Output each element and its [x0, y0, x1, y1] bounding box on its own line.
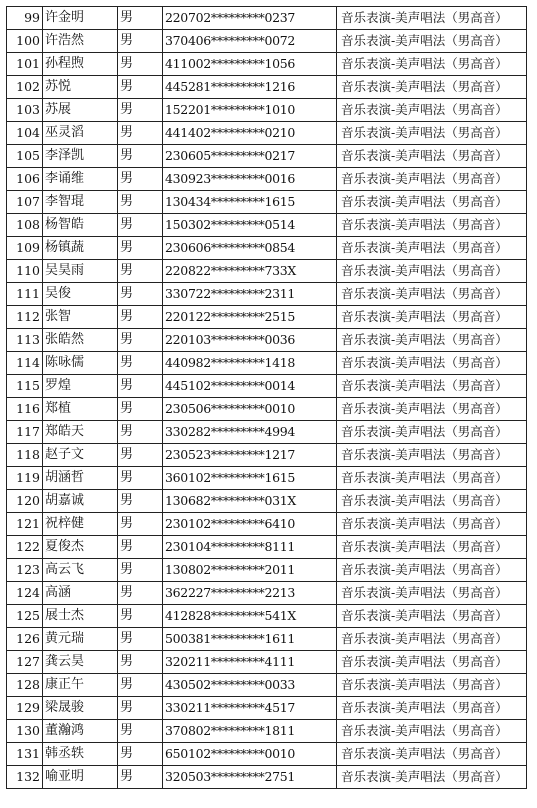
student-name: 黄元瑞	[43, 628, 118, 651]
id-number: 445102*********0014	[163, 375, 337, 398]
row-number: 113	[7, 329, 43, 352]
id-number: 430923*********0016	[163, 168, 337, 191]
student-name: 展士杰	[43, 605, 118, 628]
table-row	[7, 651, 527, 674]
id-number: 230104*********8111	[163, 536, 337, 559]
major-cell: 音乐表演-美声唱法（男高音）	[337, 352, 527, 375]
student-name: 苏展	[43, 99, 118, 122]
id-number: 320503*********2751	[163, 766, 337, 789]
major-cell: 音乐表演-美声唱法（男高音）	[337, 283, 527, 306]
gender-cell: 男	[118, 628, 163, 651]
student-name: 杨镇蔬	[43, 237, 118, 260]
table-row	[7, 766, 527, 789]
row-number: 110	[7, 260, 43, 283]
student-name: 龚云昊	[43, 651, 118, 674]
major-cell: 音乐表演-美声唱法（男高音）	[337, 697, 527, 720]
id-number: 130682*********031X	[163, 490, 337, 513]
row-number: 130	[7, 720, 43, 743]
table-row	[7, 283, 527, 306]
id-number: 130802*********2011	[163, 559, 337, 582]
row-number: 119	[7, 467, 43, 490]
major-cell: 音乐表演-美声唱法（男高音）	[337, 122, 527, 145]
table-row	[7, 145, 527, 168]
table-row	[7, 674, 527, 697]
gender-cell: 男	[118, 260, 163, 283]
row-number: 128	[7, 674, 43, 697]
id-number: 370802*********1811	[163, 720, 337, 743]
gender-cell: 男	[118, 214, 163, 237]
table-row	[7, 605, 527, 628]
id-number: 220822*********733X	[163, 260, 337, 283]
gender-cell: 男	[118, 513, 163, 536]
major-cell: 音乐表演-美声唱法（男高音）	[337, 582, 527, 605]
major-cell: 音乐表演-美声唱法（男高音）	[337, 76, 527, 99]
major-cell: 音乐表演-美声唱法（男高音）	[337, 720, 527, 743]
major-cell: 音乐表演-美声唱法（男高音）	[337, 168, 527, 191]
row-number: 129	[7, 697, 43, 720]
id-number: 412828*********541X	[163, 605, 337, 628]
gender-cell: 男	[118, 536, 163, 559]
id-number: 330282*********4994	[163, 421, 337, 444]
id-number: 230606*********0854	[163, 237, 337, 260]
table-row	[7, 536, 527, 559]
major-cell: 音乐表演-美声唱法（男高音）	[337, 214, 527, 237]
student-name: 喻亚明	[43, 766, 118, 789]
row-number: 108	[7, 214, 43, 237]
gender-cell: 男	[118, 191, 163, 214]
table-row	[7, 352, 527, 375]
id-number: 230506*********0010	[163, 398, 337, 421]
row-number: 126	[7, 628, 43, 651]
gender-cell: 男	[118, 582, 163, 605]
id-number: 441402*********0210	[163, 122, 337, 145]
table-row	[7, 260, 527, 283]
id-number: 330722*********2311	[163, 283, 337, 306]
id-number: 360102*********1615	[163, 467, 337, 490]
major-cell: 音乐表演-美声唱法（男高音）	[337, 605, 527, 628]
id-number: 230605*********0217	[163, 145, 337, 168]
table-row	[7, 559, 527, 582]
major-cell: 音乐表演-美声唱法（男高音）	[337, 743, 527, 766]
gender-cell: 男	[118, 697, 163, 720]
student-name: 张智	[43, 306, 118, 329]
major-cell: 音乐表演-美声唱法（男高音）	[337, 651, 527, 674]
gender-cell: 男	[118, 76, 163, 99]
major-cell: 音乐表演-美声唱法（男高音）	[337, 628, 527, 651]
major-cell: 音乐表演-美声唱法（男高音）	[337, 145, 527, 168]
gender-cell: 男	[118, 53, 163, 76]
student-name: 李智琨	[43, 191, 118, 214]
id-number: 152201*********1010	[163, 99, 337, 122]
major-cell: 音乐表演-美声唱法（男高音）	[337, 674, 527, 697]
gender-cell: 男	[118, 605, 163, 628]
major-cell: 音乐表演-美声唱法（男高音）	[337, 191, 527, 214]
student-name: 夏俊杰	[43, 536, 118, 559]
table-row	[7, 444, 527, 467]
table-row	[7, 237, 527, 260]
student-name: 吴昊雨	[43, 260, 118, 283]
row-number: 127	[7, 651, 43, 674]
gender-cell: 男	[118, 467, 163, 490]
id-number: 370406*********0072	[163, 30, 337, 53]
major-cell: 音乐表演-美声唱法（男高音）	[337, 306, 527, 329]
student-name: 高涵	[43, 582, 118, 605]
student-name: 罗煌	[43, 375, 118, 398]
row-number: 104	[7, 122, 43, 145]
table-row	[7, 329, 527, 352]
row-number: 123	[7, 559, 43, 582]
student-name: 李泽凯	[43, 145, 118, 168]
table-row	[7, 490, 527, 513]
candidate-table	[6, 6, 527, 789]
gender-cell: 男	[118, 168, 163, 191]
major-cell: 音乐表演-美声唱法（男高音）	[337, 30, 527, 53]
id-number: 362227*********2213	[163, 582, 337, 605]
major-cell: 音乐表演-美声唱法（男高音）	[337, 237, 527, 260]
id-number: 330211*********4517	[163, 697, 337, 720]
student-name: 赵子文	[43, 444, 118, 467]
gender-cell: 男	[118, 99, 163, 122]
student-name: 许金明	[43, 7, 118, 30]
student-name: 胡涵哲	[43, 467, 118, 490]
row-number: 120	[7, 490, 43, 513]
table-row	[7, 582, 527, 605]
major-cell: 音乐表演-美声唱法（男高音）	[337, 398, 527, 421]
student-name: 陈咏儒	[43, 352, 118, 375]
row-number: 100	[7, 30, 43, 53]
table-row	[7, 122, 527, 145]
student-name: 郑皓天	[43, 421, 118, 444]
table-row	[7, 168, 527, 191]
row-number: 117	[7, 421, 43, 444]
row-number: 131	[7, 743, 43, 766]
gender-cell: 男	[118, 145, 163, 168]
table-row	[7, 53, 527, 76]
table-row	[7, 191, 527, 214]
student-name: 许浩然	[43, 30, 118, 53]
id-number: 220103*********0036	[163, 329, 337, 352]
row-number: 107	[7, 191, 43, 214]
id-number: 150302*********0514	[163, 214, 337, 237]
row-number: 118	[7, 444, 43, 467]
major-cell: 音乐表演-美声唱法（男高音）	[337, 421, 527, 444]
id-number: 320211*********4111	[163, 651, 337, 674]
gender-cell: 男	[118, 674, 163, 697]
id-number: 230523*********1217	[163, 444, 337, 467]
major-cell: 音乐表演-美声唱法（男高音）	[337, 53, 527, 76]
id-number: 430502*********0033	[163, 674, 337, 697]
id-number: 220702*********0237	[163, 7, 337, 30]
student-name: 胡嘉诚	[43, 490, 118, 513]
gender-cell: 男	[118, 7, 163, 30]
id-number: 500381*********1611	[163, 628, 337, 651]
table-row	[7, 7, 527, 30]
gender-cell: 男	[118, 352, 163, 375]
student-name: 康正午	[43, 674, 118, 697]
table-row	[7, 398, 527, 421]
gender-cell: 男	[118, 421, 163, 444]
student-name: 杨智皓	[43, 214, 118, 237]
table-row	[7, 720, 527, 743]
major-cell: 音乐表演-美声唱法（男高音）	[337, 260, 527, 283]
row-number: 116	[7, 398, 43, 421]
row-number: 103	[7, 99, 43, 122]
id-number: 440982*********1418	[163, 352, 337, 375]
table-row	[7, 421, 527, 444]
id-number: 130434*********1615	[163, 191, 337, 214]
gender-cell: 男	[118, 743, 163, 766]
student-name: 张皓然	[43, 329, 118, 352]
row-number: 124	[7, 582, 43, 605]
gender-cell: 男	[118, 306, 163, 329]
major-cell: 音乐表演-美声唱法（男高音）	[337, 7, 527, 30]
row-number: 106	[7, 168, 43, 191]
gender-cell: 男	[118, 651, 163, 674]
gender-cell: 男	[118, 30, 163, 53]
major-cell: 音乐表演-美声唱法（男高音）	[337, 513, 527, 536]
student-name: 巫灵滔	[43, 122, 118, 145]
table-row	[7, 214, 527, 237]
major-cell: 音乐表演-美声唱法（男高音）	[337, 329, 527, 352]
row-number: 101	[7, 53, 43, 76]
row-number: 115	[7, 375, 43, 398]
row-number: 114	[7, 352, 43, 375]
row-number: 125	[7, 605, 43, 628]
id-number: 445281*********1216	[163, 76, 337, 99]
gender-cell: 男	[118, 398, 163, 421]
row-number: 111	[7, 283, 43, 306]
row-number: 109	[7, 237, 43, 260]
student-name: 梁晟骏	[43, 697, 118, 720]
student-name: 高云飞	[43, 559, 118, 582]
table-row	[7, 743, 527, 766]
row-number: 102	[7, 76, 43, 99]
id-number: 411002*********1056	[163, 53, 337, 76]
major-cell: 音乐表演-美声唱法（男高音）	[337, 467, 527, 490]
major-cell: 音乐表演-美声唱法（男高音）	[337, 766, 527, 789]
gender-cell: 男	[118, 237, 163, 260]
gender-cell: 男	[118, 375, 163, 398]
student-name: 孙程煦	[43, 53, 118, 76]
row-number: 105	[7, 145, 43, 168]
major-cell: 音乐表演-美声唱法（男高音）	[337, 444, 527, 467]
table-row	[7, 697, 527, 720]
student-name: 韩丞轶	[43, 743, 118, 766]
gender-cell: 男	[118, 329, 163, 352]
table-row	[7, 76, 527, 99]
row-number: 112	[7, 306, 43, 329]
gender-cell: 男	[118, 283, 163, 306]
gender-cell: 男	[118, 444, 163, 467]
table-row	[7, 467, 527, 490]
major-cell: 音乐表演-美声唱法（男高音）	[337, 490, 527, 513]
student-name: 苏悦	[43, 76, 118, 99]
gender-cell: 男	[118, 122, 163, 145]
major-cell: 音乐表演-美声唱法（男高音）	[337, 99, 527, 122]
row-number: 99	[7, 7, 43, 30]
id-number: 230102*********6410	[163, 513, 337, 536]
major-cell: 音乐表演-美声唱法（男高音）	[337, 536, 527, 559]
student-name: 郑植	[43, 398, 118, 421]
gender-cell: 男	[118, 720, 163, 743]
major-cell: 音乐表演-美声唱法（男高音）	[337, 375, 527, 398]
table-body	[7, 7, 527, 789]
table-row	[7, 30, 527, 53]
table-row	[7, 628, 527, 651]
student-name: 董瀚鸿	[43, 720, 118, 743]
gender-cell: 男	[118, 490, 163, 513]
row-number: 122	[7, 536, 43, 559]
gender-cell: 男	[118, 766, 163, 789]
table-row	[7, 375, 527, 398]
gender-cell: 男	[118, 559, 163, 582]
table-row	[7, 99, 527, 122]
student-name: 吴俊	[43, 283, 118, 306]
student-name: 李诵维	[43, 168, 118, 191]
student-name: 祝梓健	[43, 513, 118, 536]
row-number: 132	[7, 766, 43, 789]
id-number: 220122*********2515	[163, 306, 337, 329]
table-row	[7, 306, 527, 329]
major-cell: 音乐表演-美声唱法（男高音）	[337, 559, 527, 582]
row-number: 121	[7, 513, 43, 536]
id-number: 650102*********0010	[163, 743, 337, 766]
table-row	[7, 513, 527, 536]
